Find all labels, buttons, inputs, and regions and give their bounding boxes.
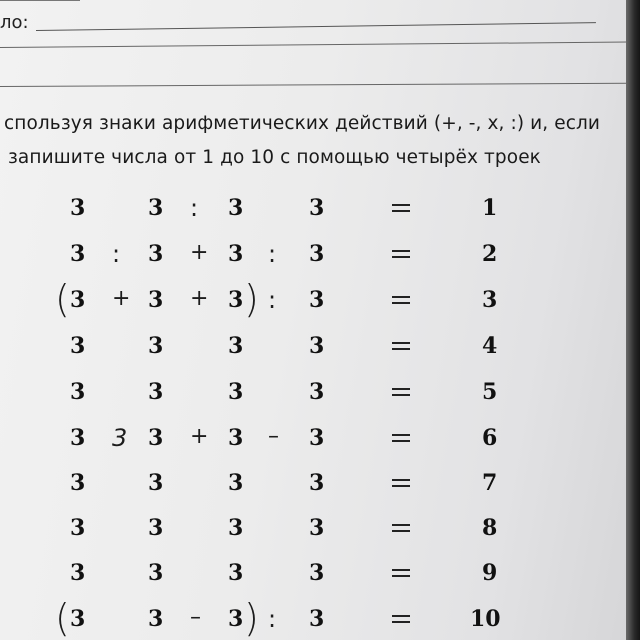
digit-three: 3 <box>70 379 86 405</box>
equals-sign <box>392 342 410 350</box>
handwritten-open-paren: ( <box>55 596 70 640</box>
handwritten-operator: : <box>268 605 277 633</box>
digit-three: 3 <box>309 425 325 451</box>
result-number: 10 <box>470 606 501 632</box>
digit-three: 3 <box>228 379 244 405</box>
digit-three: 3 <box>70 515 86 541</box>
handwritten-open-paren: ( <box>55 277 70 321</box>
digit-three: 3 <box>228 560 244 586</box>
digit-three: 3 <box>148 195 164 221</box>
result-number: 5 <box>482 379 498 405</box>
digit-three: 3 <box>148 287 164 313</box>
equals-sign <box>392 296 410 304</box>
equals-sign <box>392 524 410 532</box>
digit-three: 3 <box>228 606 244 632</box>
equals-sign <box>392 250 410 258</box>
digit-three: 3 <box>228 333 244 359</box>
digit-three: 3 <box>70 241 86 267</box>
digit-three: 3 <box>148 425 164 451</box>
result-number: 2 <box>482 241 498 267</box>
digit-three: 3 <box>148 241 164 267</box>
page-edge-shadow <box>626 0 640 640</box>
name-label: ло: <box>0 12 29 33</box>
digit-three: 3 <box>70 470 86 496</box>
digit-three: 3 <box>309 241 325 267</box>
result-number: 3 <box>482 287 498 313</box>
rule-line <box>0 83 628 87</box>
handwritten-operator: : <box>268 240 277 268</box>
equals-sign <box>392 388 410 396</box>
digit-three: 3 <box>70 560 86 586</box>
digit-three: 3 <box>70 333 86 359</box>
instruction-line-1: спользуя знаки арифметических действий (+, -, х, :) и, если <box>4 113 601 134</box>
digit-three: 3 <box>309 470 325 496</box>
equals-sign <box>392 479 410 487</box>
digit-three: 3 <box>70 195 86 221</box>
result-number: 7 <box>482 470 498 496</box>
digit-three: 3 <box>148 379 164 405</box>
handwritten-operator: : <box>268 286 277 314</box>
digit-three: 3 <box>228 195 244 221</box>
handwritten-operator: – <box>268 424 279 449</box>
digit-three: 3 <box>148 560 164 586</box>
digit-three: 3 <box>309 379 325 405</box>
digit-three: 3 <box>148 515 164 541</box>
digit-three: 3 <box>228 515 244 541</box>
digit-three: 3 <box>228 425 244 451</box>
instruction-line-2: запишите числа от 1 до 10 с помощью четырёх троек <box>8 147 541 168</box>
result-number: 8 <box>482 515 498 541</box>
digit-three: 3 <box>148 333 164 359</box>
digit-three: 3 <box>70 287 86 313</box>
digit-three: 3 <box>309 333 325 359</box>
handwritten-operator: – <box>190 605 201 630</box>
handwritten-operator: + <box>190 240 209 265</box>
digit-three: 3 <box>148 606 164 632</box>
digit-three: 3 <box>309 195 325 221</box>
equals-sign <box>392 204 410 212</box>
digit-three: 3 <box>309 560 325 586</box>
digit-three: 3 <box>70 425 86 451</box>
result-number: 6 <box>482 425 498 451</box>
result-number: 4 <box>482 333 498 359</box>
result-number: 9 <box>482 560 498 586</box>
name-line <box>36 22 596 31</box>
equals-sign <box>392 615 410 623</box>
digit-three: 3 <box>228 470 244 496</box>
handwritten-operator: + <box>190 286 209 311</box>
digit-three: 3 <box>309 606 325 632</box>
equals-sign <box>392 434 410 442</box>
handwritten-operator: 3 <box>112 424 128 452</box>
digit-three: 3 <box>309 287 325 313</box>
digit-three: 3 <box>228 241 244 267</box>
digit-three: 3 <box>309 515 325 541</box>
handwritten-close-paren: ) <box>244 596 259 640</box>
rule-line <box>0 42 628 48</box>
handwritten-operator: : <box>112 240 121 268</box>
result-number: 1 <box>482 195 498 221</box>
handwritten-close-paren: ) <box>244 277 259 321</box>
handwritten-operator: : <box>190 194 199 222</box>
equals-sign <box>392 569 410 577</box>
digit-three: 3 <box>148 470 164 496</box>
handwritten-operator: + <box>190 424 209 449</box>
handwritten-operator: + <box>112 286 131 311</box>
digit-three: 3 <box>228 287 244 313</box>
digit-three: 3 <box>70 606 86 632</box>
top-rule <box>0 0 80 5</box>
